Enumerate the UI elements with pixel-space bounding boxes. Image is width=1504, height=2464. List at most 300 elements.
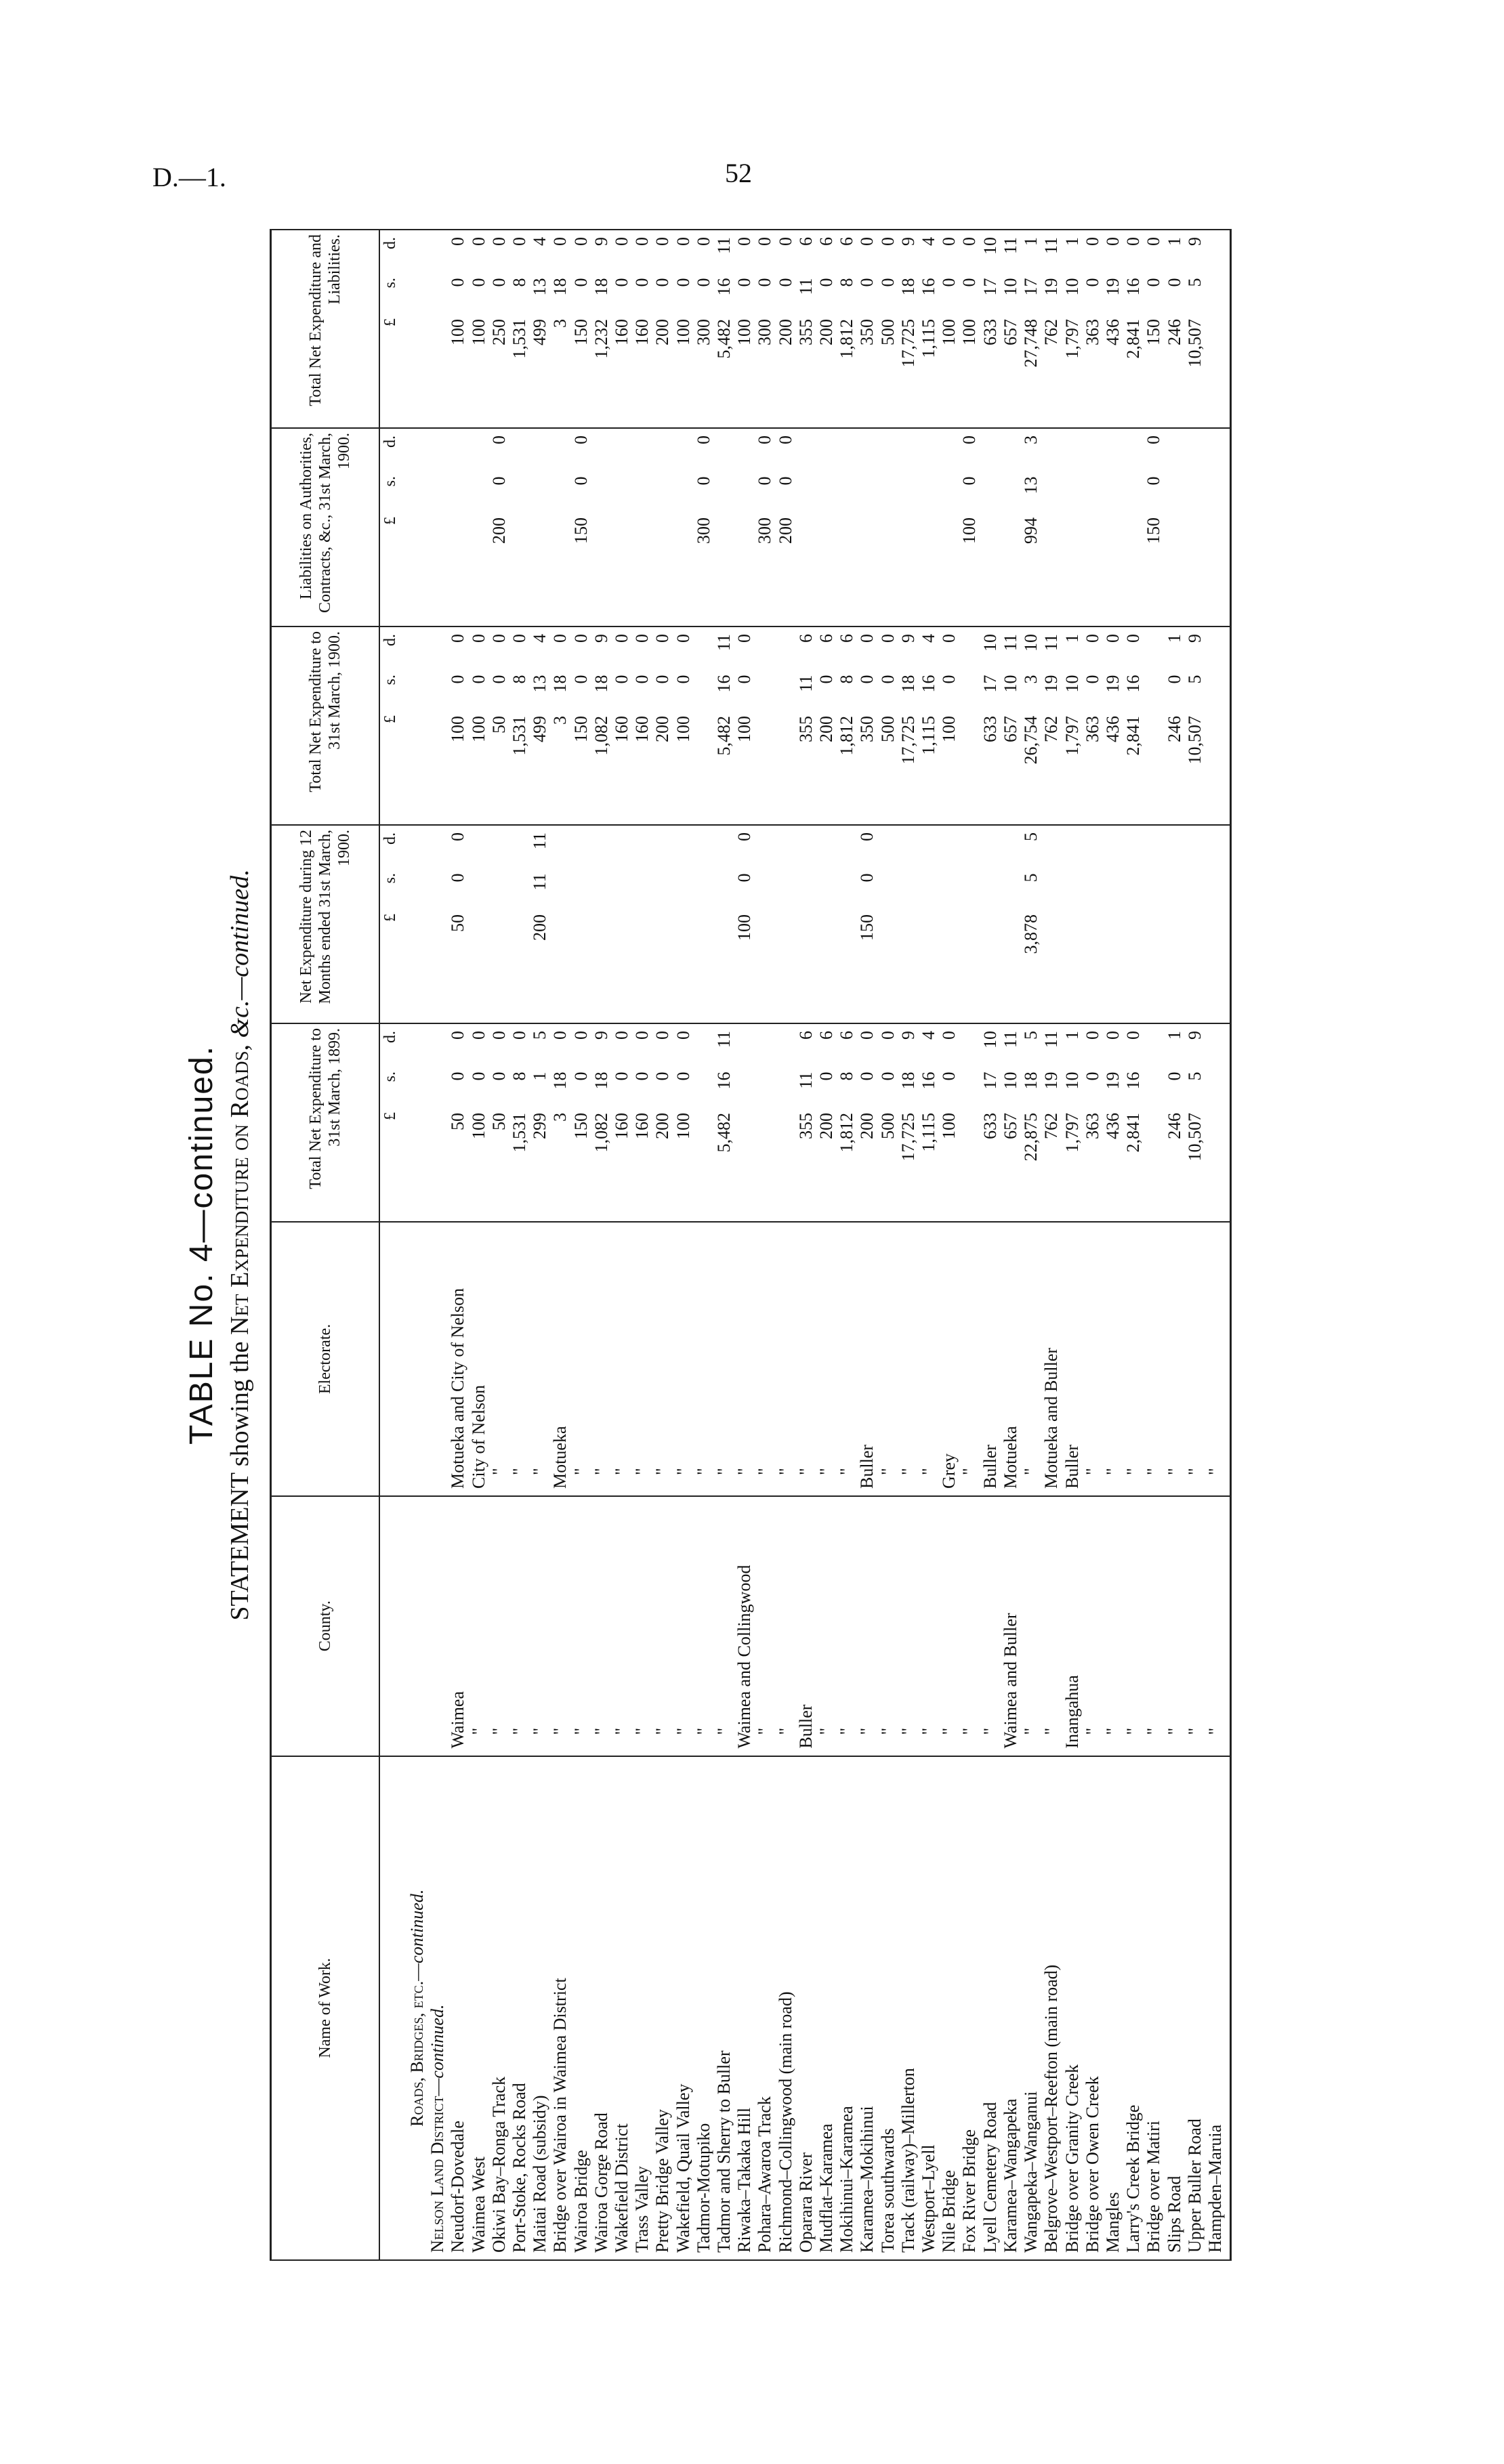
- amount-cell: [1103, 626, 1123, 825]
- amount-cell: [673, 230, 694, 428]
- electorate-cell: Grey: [939, 1222, 959, 1496]
- amount-shillings: 0: [959, 278, 980, 287]
- amount-cell: [1123, 428, 1144, 626]
- amount-pounds: 100: [468, 716, 488, 743]
- amount-pounds: 100: [939, 319, 959, 345]
- table-row: [898, 230, 919, 2260]
- amount-pounds: 150: [570, 319, 591, 345]
- amount-pounds: 1,232: [591, 319, 611, 359]
- amount-pence: 0: [1102, 634, 1123, 643]
- amount-cell: [448, 230, 468, 428]
- work-name-cell: Slips Road: [1165, 1756, 1185, 2260]
- electorate-cell: ": [1165, 1222, 1185, 1496]
- amount-pounds: 50: [448, 1113, 468, 1131]
- work-name-cell: Pohara–Awaroa Track: [755, 1756, 775, 2260]
- amount-shillings: 16: [1123, 675, 1144, 693]
- amount-cell: [1144, 428, 1164, 626]
- work-name-cell: Torea southwards: [878, 1756, 898, 2260]
- electorate-cell: Motueka and Buller: [1041, 1222, 1062, 1496]
- col-header-name: Name of Work.: [271, 1756, 380, 2260]
- amount-shillings: 0: [468, 278, 488, 287]
- amount-cell: [796, 825, 816, 1023]
- amount-pence: 0: [1123, 237, 1144, 246]
- amount-cell: [591, 626, 612, 825]
- amount-pounds: 246: [1164, 716, 1184, 743]
- amount-shillings: 5: [1184, 675, 1205, 684]
- amount-shillings: 18: [550, 1071, 570, 1090]
- table-row: [1062, 230, 1083, 2260]
- amount-pence: 6: [795, 237, 816, 246]
- table-row: [1144, 230, 1164, 2260]
- amount-pence: 0: [570, 436, 591, 445]
- amount-cell: [673, 1023, 694, 1222]
- amount-pence: 11: [1000, 237, 1020, 255]
- electorate-cell: ": [1185, 1222, 1205, 1496]
- amount-pence: 9: [898, 237, 918, 246]
- header-row: [271, 230, 380, 2260]
- amount-shillings: 0: [632, 1071, 652, 1081]
- amount-cell: [1001, 626, 1021, 825]
- amount-pounds: 100: [959, 319, 980, 345]
- county-cell: ": [1144, 1496, 1164, 1756]
- amount-pounds: 150: [1144, 319, 1164, 345]
- amount-pounds: 300: [693, 517, 713, 545]
- amount-shillings: 0: [570, 675, 591, 684]
- amount-cell: [1021, 1023, 1041, 1222]
- amount-pence: 4: [530, 237, 550, 246]
- amount-cell: [755, 1023, 775, 1222]
- amount-pence: 0: [857, 237, 877, 246]
- amount-pounds: 1,531: [509, 716, 530, 756]
- amount-pounds: 100: [959, 517, 980, 545]
- amount-pounds: 150: [570, 716, 591, 743]
- amount-cell: [612, 230, 632, 428]
- table-row: [612, 230, 632, 2260]
- electorate-cell: ": [714, 1222, 734, 1496]
- amount-cell: [571, 230, 591, 428]
- amount-pence: 0: [632, 634, 652, 643]
- amount-shillings: 8: [837, 675, 857, 684]
- work-name-cell: Wakefield, Quail Valley: [673, 1756, 694, 2260]
- table-row: [1205, 230, 1231, 2260]
- amount-shillings: 17: [980, 1071, 1000, 1090]
- amount-cell: [878, 428, 898, 626]
- electorate-cell: ": [1123, 1222, 1144, 1496]
- amount-pounds: 200: [652, 716, 673, 743]
- amount-shillings: 0: [939, 278, 959, 287]
- county-cell: ": [591, 1496, 612, 1756]
- rotated-table-area: [183, 26, 1504, 2261]
- amount-cell: [714, 825, 734, 1023]
- amount-cell: [1021, 626, 1041, 825]
- amount-shillings: 0: [816, 278, 837, 287]
- county-cell: ": [530, 1496, 550, 1756]
- amount-pence: 0: [448, 1031, 468, 1040]
- amount-pence: 11: [714, 634, 734, 652]
- amount-cell: [898, 428, 919, 626]
- amount-shillings: 11: [795, 1071, 816, 1089]
- amount-cell: [1103, 1023, 1123, 1222]
- amount-cell: [489, 626, 509, 825]
- amount-cell: [509, 825, 530, 1023]
- amount-cell: [1062, 428, 1083, 626]
- amount-cell: [919, 1023, 939, 1222]
- col-header-total: Total Net Expenditure and Liabilities.: [271, 230, 380, 428]
- amount-pounds: 657: [1000, 1113, 1020, 1140]
- amount-cell: [857, 825, 877, 1023]
- amount-shillings: 0: [448, 1071, 468, 1081]
- county-cell: ": [776, 1496, 796, 1756]
- amount-pounds: 50: [488, 1113, 509, 1131]
- amount-cell: [673, 428, 694, 626]
- amount-pounds: 26,754: [1021, 716, 1041, 765]
- col-header-during-12-months: Net Expenditure during 12 Months ended 31st March, 1900.: [271, 825, 380, 1023]
- amount-pounds: 5,482: [714, 319, 734, 359]
- amount-cell: [1165, 626, 1185, 825]
- work-name-cell: Fox River Bridge: [959, 1756, 980, 2260]
- amount-pence: 0: [550, 237, 570, 246]
- work-name-cell: Lyell Cemetery Road: [980, 1756, 1001, 2260]
- amount-pence: 11: [714, 1031, 734, 1048]
- amount-pence: 0: [468, 237, 488, 246]
- amount-cell: [652, 428, 673, 626]
- amount-pounds: 5,482: [714, 716, 734, 756]
- electorate-cell: ": [816, 1222, 837, 1496]
- table-row: [776, 230, 796, 2260]
- amount-pounds: 160: [632, 1113, 652, 1140]
- amount-pounds: 436: [1102, 319, 1123, 345]
- amount-pence: 0: [488, 436, 509, 445]
- table-row: [1123, 230, 1144, 2260]
- amount-pence: 4: [919, 237, 939, 246]
- work-name-cell: Belgrove–Westport–Reefton (main road): [1041, 1756, 1062, 2260]
- amount-shillings: 0: [488, 1071, 509, 1081]
- work-name-cell: Wangapeka–Wanganui: [1021, 1756, 1041, 2260]
- district-heading: Nelson Land District—continued.: [427, 1756, 448, 2260]
- electorate-cell: Buller: [857, 1222, 877, 1496]
- work-name-cell: Port-Stoke, Rocks Road: [509, 1756, 530, 2260]
- amount-cell: [1103, 825, 1123, 1023]
- col-header-electorate: Electorate.: [271, 1222, 380, 1496]
- amount-cell: [612, 1023, 632, 1222]
- amount-pence: 0: [1082, 634, 1102, 643]
- amount-pounds: 436: [1102, 1113, 1123, 1140]
- amount-pounds: 300: [755, 319, 775, 345]
- electorate-cell: ": [878, 1222, 898, 1496]
- amount-pounds: 150: [570, 517, 591, 545]
- amount-cell: [755, 626, 775, 825]
- amount-cell: [1165, 428, 1185, 626]
- work-name-cell: Oparara River: [796, 1756, 816, 2260]
- amount-pence: 6: [795, 1031, 816, 1040]
- work-name-cell: Hampden–Maruia: [1205, 1756, 1231, 2260]
- amount-pounds: 500: [877, 319, 898, 345]
- work-name-cell: Tadmor-Motupiko: [694, 1756, 714, 2260]
- amount-pence: 9: [1184, 237, 1205, 246]
- amount-pounds: 762: [1041, 1113, 1062, 1140]
- amount-cell: [469, 1023, 489, 1222]
- amount-pence: 9: [591, 1031, 611, 1040]
- work-name-cell: Maitai Road (subsidy): [530, 1756, 550, 2260]
- amount-pence: 0: [939, 634, 959, 643]
- table-row: [530, 230, 550, 2260]
- amount-shillings: 0: [673, 278, 693, 287]
- amount-cell: [694, 428, 714, 626]
- county-cell: ": [632, 1496, 652, 1756]
- amount-pounds: 100: [468, 319, 488, 345]
- amount-cell: [1021, 428, 1041, 626]
- amount-cell: [714, 428, 734, 626]
- amount-pounds: 200: [816, 716, 837, 743]
- amount-pence: 1: [1021, 237, 1041, 246]
- amount-cell: [796, 230, 816, 428]
- amount-shillings: 0: [1144, 476, 1164, 486]
- amount-pounds: 1,812: [837, 716, 857, 756]
- amount-pence: 0: [939, 237, 959, 246]
- amount-pence: 10: [980, 237, 1000, 255]
- amount-pounds: 150: [570, 1113, 591, 1140]
- county-cell: ": [919, 1496, 939, 1756]
- county-cell: ": [714, 1496, 734, 1756]
- amount-shillings: 10: [1062, 675, 1082, 693]
- amount-pence: 0: [959, 436, 980, 445]
- amount-pounds: 1,082: [591, 716, 611, 756]
- amount-cell: [489, 825, 509, 1023]
- amount-cell: [878, 825, 898, 1023]
- amount-pounds: 3: [550, 716, 570, 725]
- electorate-cell: ": [694, 1222, 714, 1496]
- work-name-cell: Bridge over Owen Creek: [1083, 1756, 1103, 2260]
- col-header-county: County.: [271, 1496, 380, 1756]
- page-reference: D.—1.: [152, 162, 226, 192]
- amount-shillings: 0: [857, 1071, 877, 1081]
- amount-shillings: 0: [468, 1071, 488, 1081]
- amount-shillings: 0: [857, 675, 877, 684]
- amount-shillings: 0: [693, 476, 713, 486]
- amount-cell: [1123, 626, 1144, 825]
- amount-cell: [939, 626, 959, 825]
- table-row: [796, 230, 816, 2260]
- amount-pounds: 100: [734, 319, 755, 345]
- amount-pounds: 100: [468, 1113, 488, 1140]
- amount-pence: 0: [632, 237, 652, 246]
- amount-cell: [694, 626, 714, 825]
- amount-shillings: 0: [652, 1071, 673, 1081]
- table-row: [959, 230, 980, 2260]
- county-cell: ": [1021, 1496, 1041, 1756]
- amount-cell: [1123, 230, 1144, 428]
- amount-cell: [652, 230, 673, 428]
- amount-cell: [959, 230, 980, 428]
- amount-shillings: 0: [1082, 278, 1102, 287]
- amount-shillings: 18: [898, 278, 918, 296]
- amount-cell: [591, 825, 612, 1023]
- amount-shillings: 0: [755, 278, 775, 287]
- amount-cell: [673, 626, 694, 825]
- amount-pence: 1: [1062, 237, 1082, 246]
- table-row: [469, 230, 489, 2260]
- amount-shillings: 10: [1000, 278, 1020, 296]
- amount-pounds: 1,812: [837, 319, 857, 359]
- amount-pence: 9: [591, 634, 611, 643]
- amount-pence: 11: [1000, 1031, 1020, 1048]
- table-row: [591, 230, 612, 2260]
- county-cell: ": [1185, 1496, 1205, 1756]
- county-cell: ": [1041, 1496, 1062, 1756]
- amount-shillings: 18: [591, 675, 611, 693]
- amount-cell: [734, 230, 755, 428]
- amount-shillings: 16: [919, 675, 939, 693]
- amount-shillings: 18: [550, 675, 570, 693]
- amount-pence: 0: [755, 237, 775, 246]
- amount-pence: 0: [775, 436, 795, 445]
- units-cell: £ s. d.: [379, 626, 407, 825]
- amount-cell: [1144, 626, 1164, 825]
- county-cell: ": [980, 1496, 1001, 1756]
- amount-cell: [1062, 230, 1083, 428]
- subtitle-tail: &c.—continued.: [226, 869, 254, 1044]
- amount-shillings: 0: [1164, 1071, 1184, 1081]
- amount-shillings: 0: [816, 1071, 837, 1081]
- amount-cell: [550, 626, 570, 825]
- county-cell: ": [939, 1496, 959, 1756]
- amount-pence: 0: [734, 237, 755, 246]
- table-row: [919, 230, 939, 2260]
- col-header-liabilities: Liabilities on Authorities, Contracts, &c., 31st March, 1900.: [271, 428, 380, 626]
- amount-cell: [1001, 1023, 1021, 1222]
- electorate-cell: ": [591, 1222, 612, 1496]
- county-cell: ": [1083, 1496, 1103, 1756]
- amount-shillings: 0: [877, 278, 898, 287]
- col-header-to-1899: Total Net Expenditure to 31st March, 1899.: [271, 1023, 380, 1222]
- amount-pence: 6: [795, 634, 816, 643]
- amount-pence: 11: [1041, 1031, 1062, 1048]
- amount-cell: [796, 1023, 816, 1222]
- county-cell: Waimea: [448, 1496, 468, 1756]
- county-cell: Buller: [796, 1496, 816, 1756]
- amount-shillings: 0: [857, 873, 877, 883]
- amount-pounds: 200: [775, 319, 795, 345]
- work-name-cell: Mokihinui–Karamea: [837, 1756, 857, 2260]
- electorate-cell: ": [509, 1222, 530, 1496]
- amount-pounds: 100: [673, 1113, 693, 1140]
- amount-pounds: 100: [939, 716, 959, 743]
- electorate-cell: ": [919, 1222, 939, 1496]
- amount-cell: [919, 825, 939, 1023]
- amount-pounds: 2,841: [1123, 1113, 1144, 1153]
- amount-pence: 0: [1123, 1031, 1144, 1040]
- amount-cell: [1103, 230, 1123, 428]
- amount-pence: 0: [775, 237, 795, 246]
- amount-shillings: 0: [632, 278, 652, 287]
- amount-cell: [776, 626, 796, 825]
- work-name-cell: Bridge over Wairoa in Waimea District: [550, 1756, 570, 2260]
- amount-cell: [550, 428, 570, 626]
- amount-cell: [612, 825, 632, 1023]
- amount-shillings: 5: [1184, 1071, 1205, 1081]
- amount-pence: 9: [898, 634, 918, 643]
- amount-cell: [939, 230, 959, 428]
- amount-pounds: 350: [857, 319, 877, 345]
- amount-pounds: 246: [1164, 319, 1184, 345]
- subtitle-lead: STATEMENT showing the: [226, 1334, 254, 1621]
- electorate-cell: ": [673, 1222, 694, 1496]
- amount-cell: [571, 626, 591, 825]
- amount-pence: 0: [877, 1031, 898, 1040]
- amount-cell: [652, 825, 673, 1023]
- amount-pounds: 3: [550, 1113, 570, 1122]
- amount-cell: [878, 230, 898, 428]
- amount-pounds: 350: [857, 716, 877, 743]
- amount-cell: [509, 428, 530, 626]
- amount-shillings: 18: [591, 278, 611, 296]
- amount-cell: [959, 1023, 980, 1222]
- col-header-to-1900: Total Net Expenditure to 31st March, 1900.: [271, 626, 380, 825]
- amount-cell: [1041, 428, 1062, 626]
- electorate-cell: ": [652, 1222, 673, 1496]
- amount-pounds: 1,531: [509, 1113, 530, 1153]
- county-cell: ": [673, 1496, 694, 1756]
- amount-cell: [694, 1023, 714, 1222]
- amount-cell: [1103, 428, 1123, 626]
- amount-cell: [837, 626, 857, 825]
- amount-cell: [1083, 626, 1103, 825]
- table-row: [1103, 230, 1123, 2260]
- amount-shillings: 8: [837, 278, 857, 287]
- amount-cell: [1083, 1023, 1103, 1222]
- work-name-cell: Pretty Bridge Valley: [652, 1756, 673, 2260]
- amount-shillings: 13: [530, 675, 550, 693]
- amount-cell: [898, 230, 919, 428]
- county-cell: ": [489, 1496, 509, 1756]
- amount-shillings: 16: [714, 278, 734, 296]
- amount-pounds: 1,812: [837, 1113, 857, 1153]
- amount-shillings: 13: [1021, 476, 1041, 494]
- table-row: [571, 230, 591, 2260]
- electorate-cell: ": [530, 1222, 550, 1496]
- electorate-cell: ": [734, 1222, 755, 1496]
- amount-pounds: 200: [775, 517, 795, 545]
- work-name-cell: Karamea–Wangapeka: [1001, 1756, 1021, 2260]
- amount-pounds: 246: [1164, 1113, 1184, 1140]
- amount-pence: 0: [570, 237, 591, 246]
- amount-pounds: 355: [795, 319, 816, 345]
- amount-pence: 0: [468, 634, 488, 643]
- amount-cell: [591, 1023, 612, 1222]
- units-cell: £ s. d.: [379, 428, 407, 626]
- amount-pence: 0: [877, 237, 898, 246]
- amount-pounds: 633: [980, 1113, 1000, 1140]
- amount-pence: 0: [755, 436, 775, 445]
- amount-pounds: 160: [632, 319, 652, 345]
- section-heading: Roads, Bridges, etc.—continued.: [407, 1756, 427, 2260]
- table-row: [1165, 230, 1185, 2260]
- amount-pence: 0: [612, 237, 632, 246]
- amount-pounds: 2,841: [1123, 319, 1144, 359]
- amount-cell: [1185, 230, 1205, 428]
- amount-cell: [469, 428, 489, 626]
- amount-pence: 3: [1021, 436, 1041, 445]
- amount-shillings: 0: [448, 278, 468, 287]
- amount-cell: [776, 825, 796, 1023]
- amount-cell: [1185, 1023, 1205, 1222]
- amount-shillings: 0: [488, 278, 509, 287]
- amount-shillings: 18: [550, 278, 570, 296]
- amount-pounds: 22,875: [1021, 1113, 1041, 1162]
- amount-pence: 0: [1144, 237, 1164, 246]
- amount-pounds: 200: [530, 914, 550, 941]
- amount-pence: 0: [939, 1031, 959, 1040]
